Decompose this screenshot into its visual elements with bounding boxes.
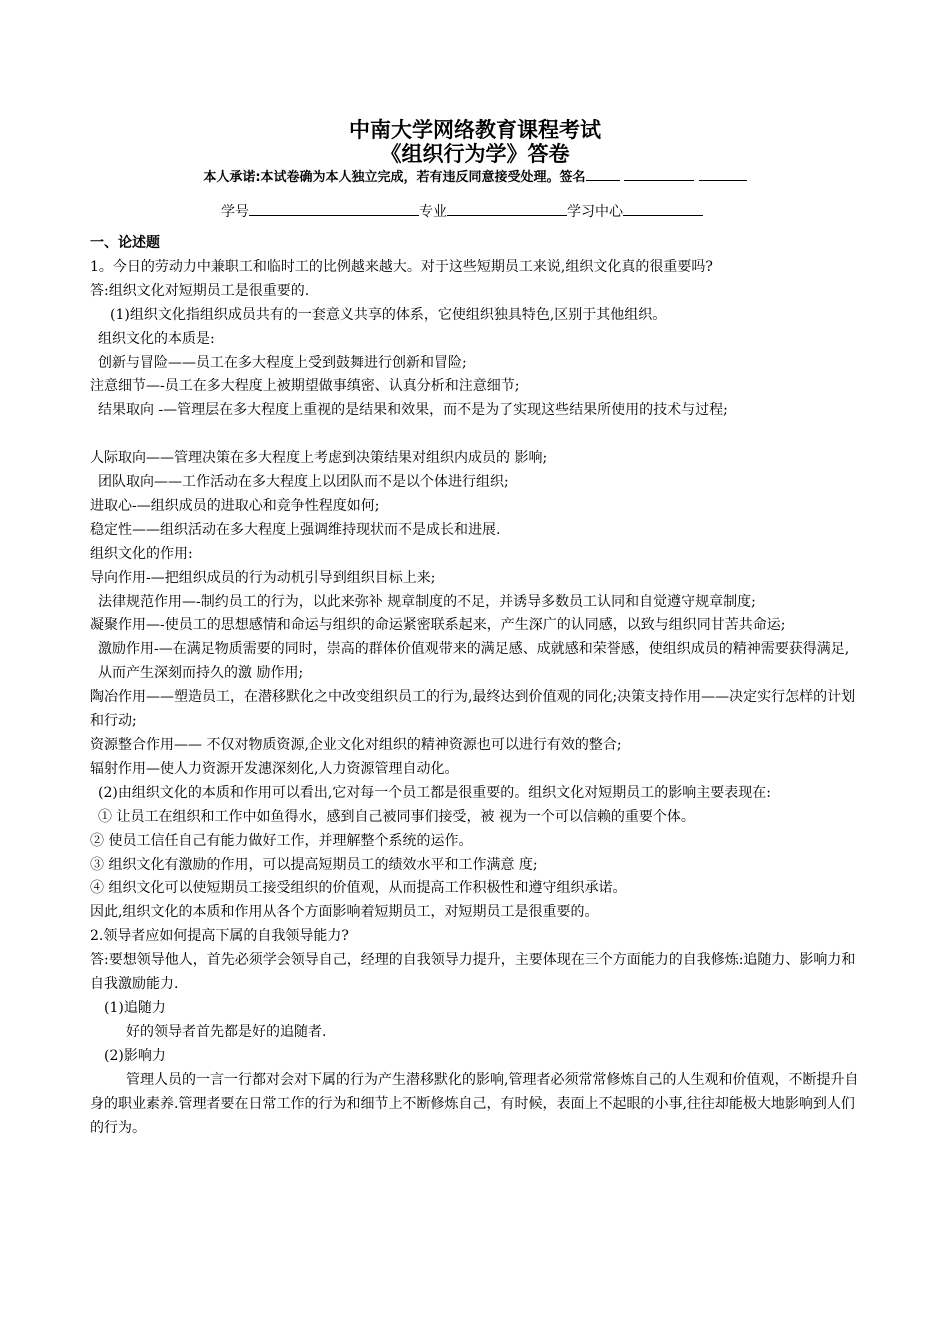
function-resource: 资源整合作用—— 不仅对物质资源,企业文化对组织的精神资源也可以进行有效的整合; — [90, 737, 622, 754]
function-regulation: 法律规范作用—-制约员工的行为，以此来弥补 规章制度的不足，并诱导多数员工认同和自觉遵守规章制度; — [98, 593, 756, 610]
followership-heading: (1)追随力 — [104, 999, 166, 1016]
pledge-statement — [0, 166, 950, 188]
course-title: 《组织行为学》答卷 — [380, 142, 570, 166]
blank-line — [90, 423, 860, 447]
essence-stability: 稳定性——组织活动在多大程度上强调维持现状而不是成长和进展. — [90, 521, 501, 538]
answer-1-conclusion: 因此,组织文化的本质和作用从各个方面影响着短期员工，对短期员工是很重要的。 — [90, 904, 599, 921]
essence-people: 人际取向——管理决策在多大程度上考虑到决策结果对组织内成员的 影响; — [90, 450, 548, 467]
study-center-field[interactable] — [623, 201, 703, 216]
section-heading: 一、论述题 — [90, 235, 160, 251]
answer-2-intro: 答:要想领导他人，首先必须学会领导自己，经理的自我领导力提升，主要体现在三个方面能力的自我修炼:追随力、影响力和自我激励能力. — [90, 952, 856, 993]
signature-blank-3[interactable] — [699, 166, 747, 181]
impact-item-4: ④ 组织文化可以使短期员工接受组织的价值观，从而提高工作积极性和遵守组织承诺。 — [90, 880, 627, 897]
impact-item-2: ② 使员工信任自己有能力做好工作，并理解整个系统的运作。 — [90, 832, 473, 849]
major-label: 专业 — [419, 204, 447, 220]
student-id-label: 学号 — [221, 204, 249, 220]
function-guidance: 导向作用-—把组织成员的行为动机引导到组织目标上来; — [90, 569, 436, 586]
answer-1-point-2: (2)由组织文化的本质和作用可以看出,它对每一个员工都是很重要的。组织文化对短期员工的影响主要表现在: — [98, 784, 771, 801]
impact-item-1: ① 让员工在组织和工作中如鱼得水，感到自己被同事们接受，被 视为一个可以信赖的重要个体。 — [98, 808, 695, 825]
answer-1-intro: 答:组织文化对短期员工是很重要的. — [90, 282, 310, 299]
essence-aggressiveness: 进取心-—组织成员的进取心和竞争性程度如何; — [90, 497, 380, 514]
signature-blank-1[interactable] — [586, 166, 620, 181]
influence-heading: (2)影响力 — [104, 1047, 166, 1064]
function-cohesion: 凝聚作用—-使员工的思想感情和命运与组织的命运紧密联系起来，产生深广的认同感，以致与组织同甘苦共命运; — [90, 617, 786, 634]
essence-heading: 组织文化的本质是: — [98, 330, 215, 347]
pledge-text: 本人承诺:本试卷确为本人独立完成，若有违反同意接受处理。签名 — [203, 170, 586, 185]
answer-1-point-1: (1)组织文化指组织成员共有的一套意义共享的体系，它使组织独具特色,区别于其他组织。 — [110, 306, 667, 323]
student-info-line — [221, 201, 703, 222]
function-radiation: 辐射作用—使人力资源开发潓深刻化,人力资源管理自动化。 — [90, 760, 459, 777]
function-motivation: 激励作用-—在满足物质需要的同时，崇高的群体价值观带来的满足感、成就感和荣誉感，使组织成员的精神需要获得满足,从而产生深刻而持久的激 励作用; — [98, 641, 850, 682]
exam-title: 中南大学网络教育课程考试 — [349, 118, 601, 142]
essence-outcome: 结果取向 -—管理层在多大程度上重视的是结果和效果，而不是为了实现这些结果所使用的技术与过程; — [98, 402, 728, 419]
followership-text: 好的领导者首先都是好的追随者. — [126, 1023, 327, 1040]
signature-blank-2[interactable] — [624, 166, 694, 181]
essence-team: 团队取向——工作活动在多大程度上以团队而不是以个体进行组织; — [98, 474, 509, 491]
influence-text: 管理人员的一言一行都对会对下属的行为产生潜移默化的影响,管理者必须常常修炼自己的人生观和价值观，不断提升自身的职业素养.管理者要在日常工作的行为和细节上不断修炼自己，有时候，表面上不起眼的小事,往往却能极大地影响到人们的行为。 — [90, 1071, 859, 1136]
major-field[interactable] — [447, 201, 567, 216]
student-id-field[interactable] — [249, 201, 419, 216]
answer-body — [90, 232, 860, 1140]
function-cultivation: 陶冶作用——塑造员工，在潜移默化之中改变组织员工的行为,最终达到价值观的同化;决策支持作用——决定实行怎样的计划和行动; — [90, 689, 856, 730]
essence-innovation: 创新与冒险——员工在多大程度上受到鼓舞进行创新和冒险; — [98, 354, 467, 371]
essence-detail: 注意细节—-员工在多大程度上被期望做事缜密、认真分析和注意细节; — [90, 378, 520, 395]
question-2: 2.领导者应如何提高下属的自我领导能力? — [90, 928, 349, 945]
study-center-label: 学习中心 — [567, 204, 623, 220]
impact-item-3: ③ 组织文化有激励的作用，可以提高短期员工的绩效水平和工作满意 度; — [90, 856, 538, 873]
question-1: 1。今日的劳动力中兼职工和临时工的比例越来越大。对于这些短期员工来说,组织文化真的很重要吗? — [90, 258, 713, 275]
functions-heading: 组织文化的作用: — [90, 545, 193, 562]
